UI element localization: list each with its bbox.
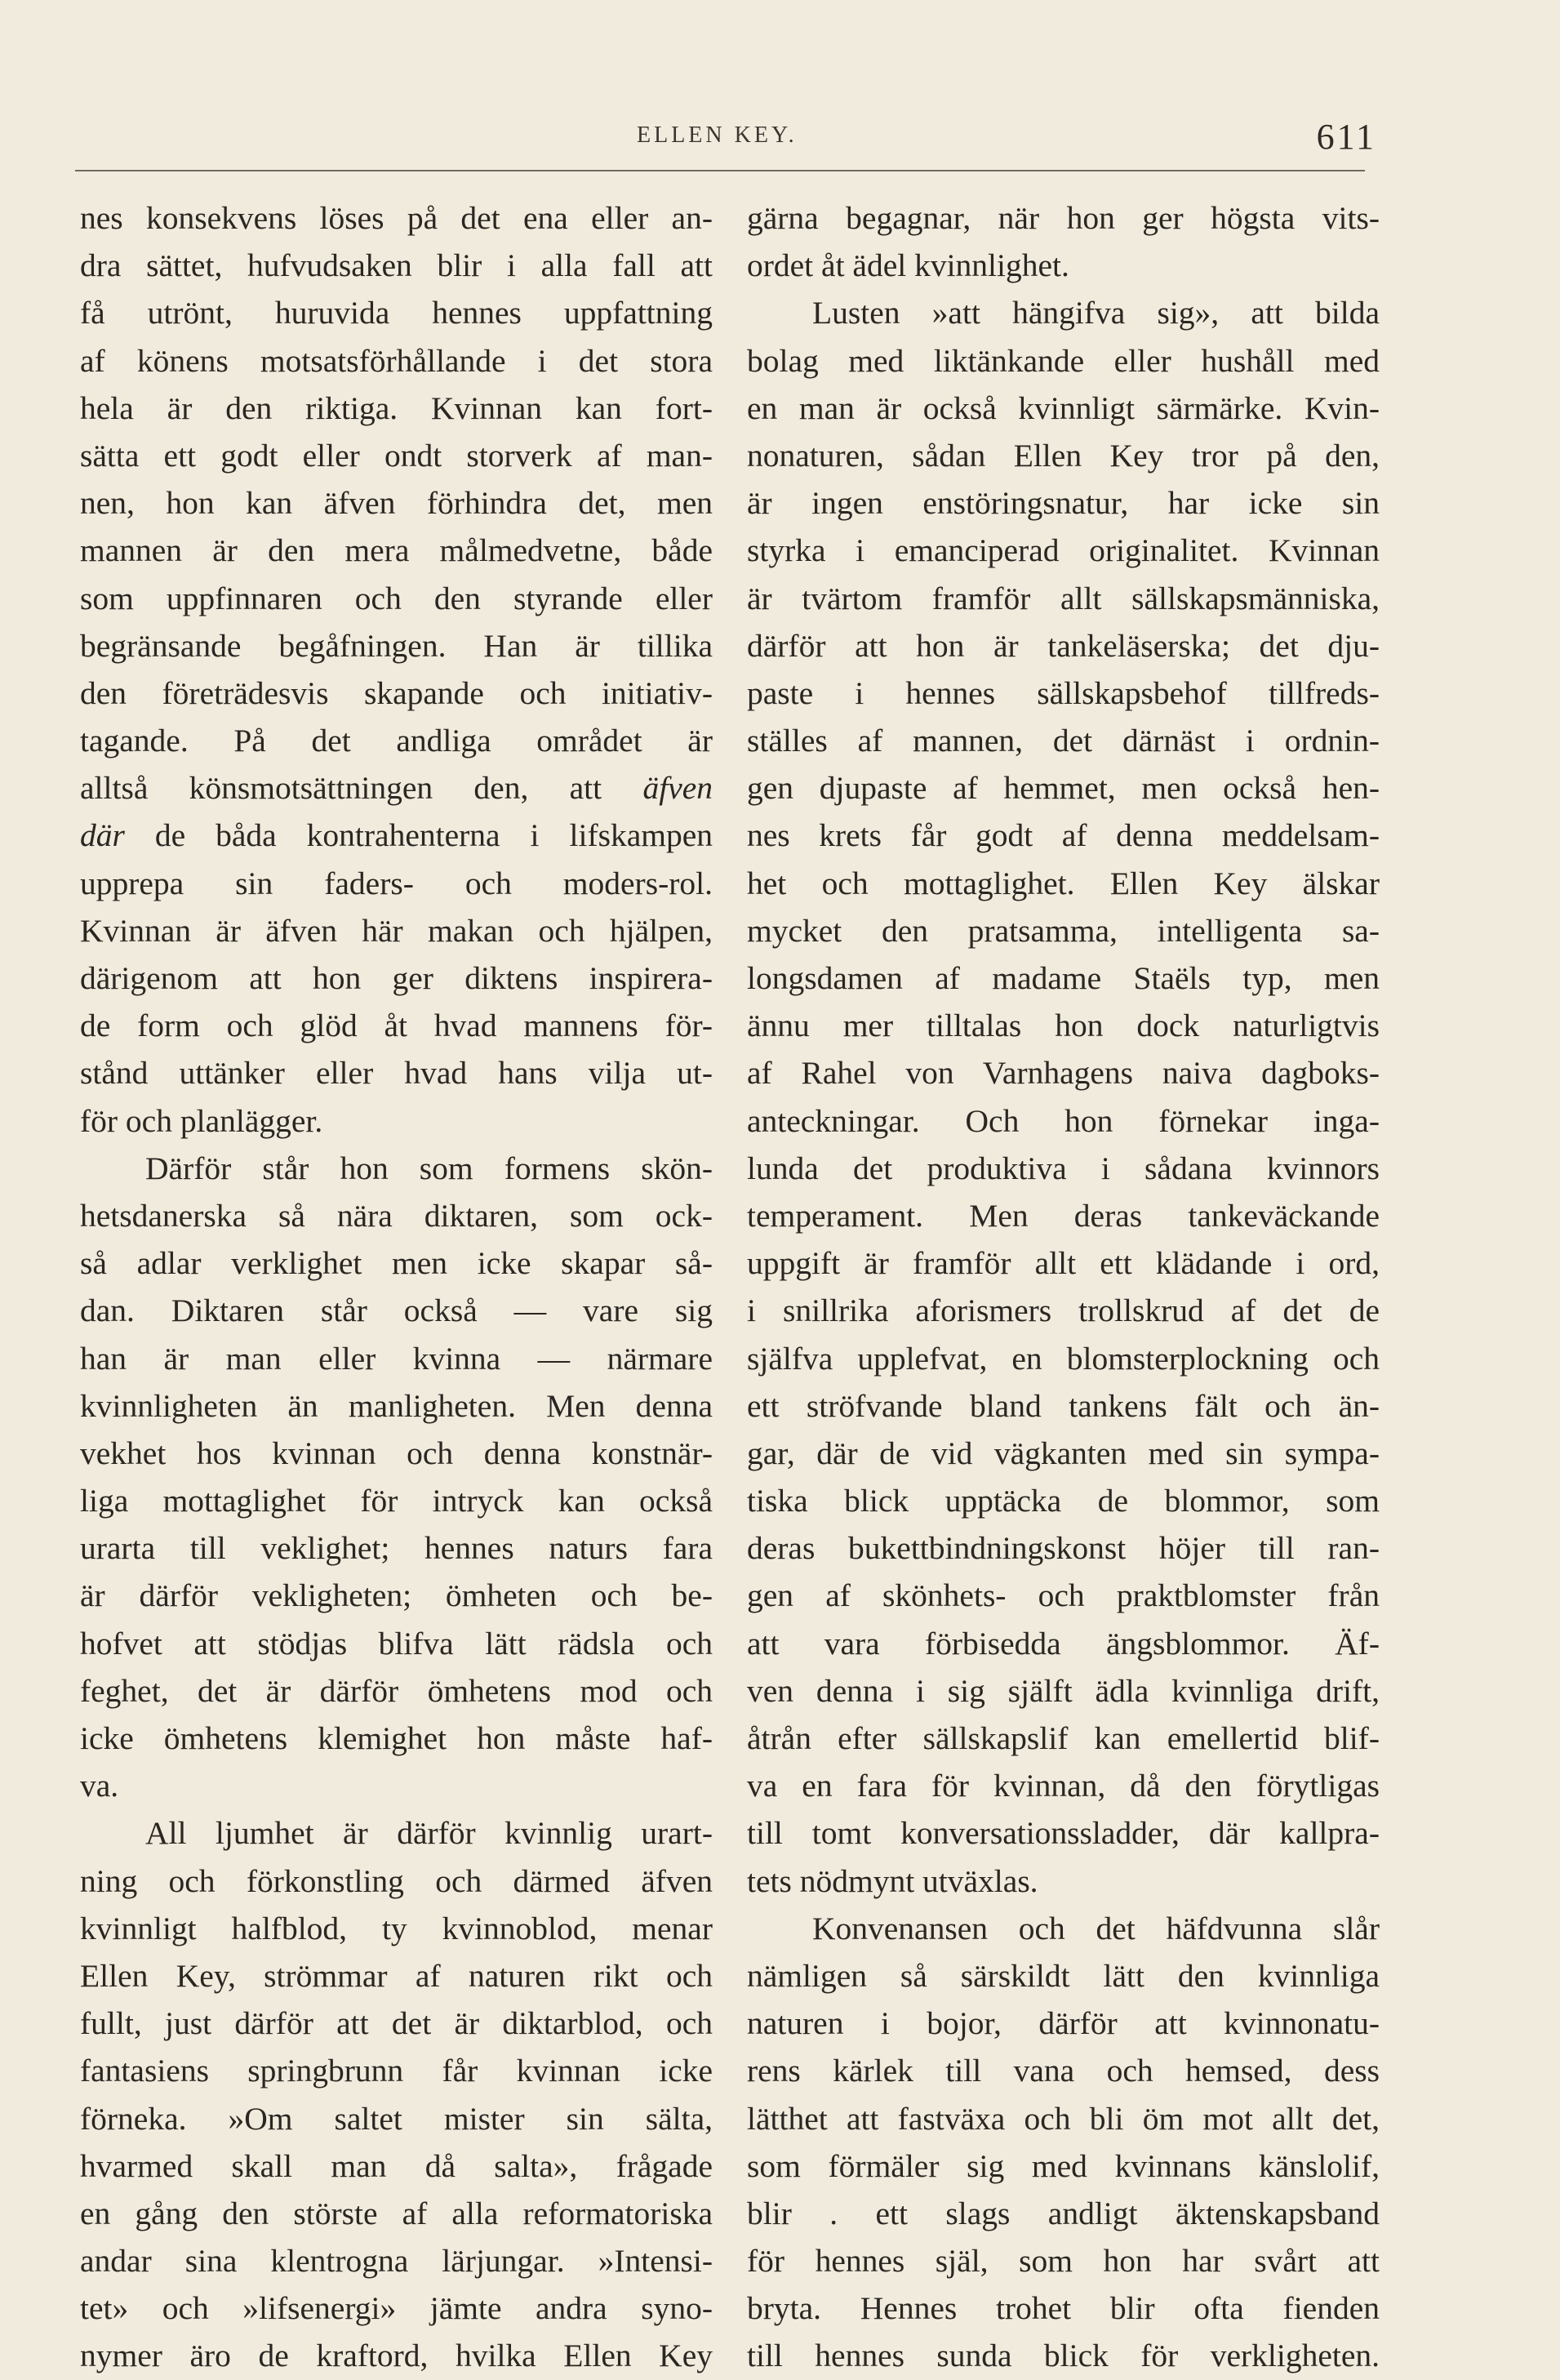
- text-line: mannen är den mera målmedvetne, både: [80, 532, 713, 569]
- text-line: va.: [80, 1768, 119, 1804]
- text-line: ett ströfvande bland tankens fält och än-: [747, 1387, 1380, 1424]
- text-line: den företrädesvis skapande och initiativ-: [80, 674, 713, 711]
- text-line: deras bukettbindningskonst höjer till ran-: [747, 1530, 1380, 1567]
- text-line: till tomt konversationssladder, där kallpra-: [747, 1815, 1380, 1852]
- text-line: gärna begagnar, när hon ger högsta vits-: [747, 200, 1380, 236]
- text-line: Kvinnan är äfven här makan och hjälpen,: [80, 912, 713, 949]
- text-line: bolag med liktänkande eller hushåll med: [747, 342, 1380, 379]
- text-line: för och planlägger.: [80, 1102, 323, 1139]
- text-line: Ellen Key, strömmar af naturen rikt och: [80, 1957, 713, 1994]
- text-line: för hennes själ, som hon har svårt att: [747, 2243, 1380, 2280]
- text-run: de båda kontrahenterna i lifskampen: [154, 817, 713, 854]
- text-line: så adlar verklighet men icke skapar så-: [80, 1245, 713, 1282]
- text-line: hela är den riktiga. Kvinnan kan fort-: [80, 389, 713, 426]
- text-line: hvarmed skall man då salta», frågade: [80, 2147, 713, 2184]
- text-line: ordet åt ädel kvinnlighet.: [747, 247, 1069, 284]
- text-line: bryta. Hennes trohet blir ofta fienden: [747, 2290, 1380, 2327]
- text-line: ställes af mannen, det därnäst i ordnin-: [747, 723, 1380, 759]
- text-line: en man är också kvinnligt särmärke. Kvin-: [747, 389, 1380, 426]
- text-line: en gång den störste af alla reformatoriska: [80, 2195, 713, 2231]
- text-line: af Rahel von Varnhagens naiva dagboks-: [747, 1055, 1380, 1092]
- text-line: nonaturen, sådan Ellen Key tror på den,: [747, 437, 1380, 474]
- text-line: blir . ett slags andligt äktenskapsband: [747, 2195, 1380, 2231]
- text-line: få utrönt, huruvida hennes uppfattning: [80, 295, 713, 331]
- text-line: All ljumhet är därför kvinnlig urart-: [145, 1815, 713, 1852]
- text-run: alltså könsmotsättningen den, att: [80, 770, 602, 807]
- header-rule: [75, 170, 1365, 171]
- text-line: själfva upplefvat, en blomsterplockning och: [747, 1340, 1380, 1377]
- italic-text: äfven: [642, 770, 713, 807]
- text-line-with-italic: [80, 764, 713, 812]
- text-line: urarta till veklighet; hennes naturs fara: [80, 1530, 713, 1567]
- text-line: uppgift är framför allt ett klädande i ord,: [747, 1245, 1380, 1282]
- left-column: [80, 194, 713, 2380]
- text-line: tets nödmynt utväxlas.: [747, 1862, 1038, 1899]
- text-line: nes krets får godt af denna meddelsam-: [747, 817, 1380, 854]
- text-line: het och mottaglighet. Ellen Key älskar: [747, 865, 1380, 901]
- text-line: naturen i bojor, därför att kvinnonatu-: [747, 2005, 1380, 2042]
- right-column: [747, 194, 1380, 2380]
- text-line: tet» och »lifsenergi» jämte andra syno-: [80, 2290, 713, 2327]
- text-line: sätta ett godt eller ondt storverk af man-: [80, 437, 713, 474]
- text-line: gen af skönhets- och praktblomster från: [747, 1577, 1380, 1614]
- text-line: begränsande begåfningen. Han är tillika: [80, 627, 713, 664]
- text-line: gen djupaste af hemmet, men också hen-: [747, 770, 1380, 807]
- text-line: icke ömhetens klemighet hon måste haf-: [80, 1720, 713, 1756]
- text-line: dan. Diktaren står också — vare sig: [80, 1292, 713, 1329]
- running-head: [0, 116, 1560, 165]
- text-line: är ingen enstöringsnatur, har icke sin: [747, 485, 1380, 522]
- text-line: kvinnligheten än manligheten. Men denna: [80, 1387, 713, 1424]
- text-line: nes konsekvens löses på det ena eller an-: [80, 200, 713, 236]
- text-line: tiska blick upptäcka de blommor, som: [747, 1483, 1380, 1519]
- running-title: ELLEN KEY.: [637, 122, 798, 148]
- text-line: temperament. Men deras tankeväckande: [747, 1197, 1380, 1234]
- text-line: i snillrika aforismers trollskrud af det de: [747, 1292, 1380, 1329]
- text-line: Konvenansen och det häfdvunna slår: [812, 1910, 1380, 1946]
- text-line-with-italic: [80, 812, 713, 859]
- text-line: vekhet hos kvinnan och denna konstnär-: [80, 1435, 713, 1471]
- text-line: ännu mer tilltalas hon dock naturligtvis: [747, 1008, 1380, 1044]
- text-line: till hennes sunda blick för verkligheten.: [747, 2338, 1380, 2374]
- text-line: hofvet att stödjas blifva lätt rädsla och: [80, 1625, 713, 1662]
- text-line: åtrån efter sällskapslif kan emellertid blif-: [747, 1720, 1380, 1756]
- text-line: som uppfinnaren och den styrande eller: [80, 580, 713, 616]
- text-line: är därför vekligheten; ömheten och be-: [80, 1577, 713, 1614]
- text-line: stånd uttänker eller hvad hans vilja ut-: [80, 1055, 713, 1092]
- text-line: fullt, just därför att det är diktarblod, och: [80, 2005, 713, 2042]
- text-line: förneka. »Om saltet mister sin sälta,: [80, 2100, 713, 2137]
- text-line: därför att hon är tankeläserska; det dju-: [747, 627, 1380, 664]
- text-line: nymer äro de kraftord, hvilka Ellen Key: [80, 2338, 713, 2374]
- text-line: va en fara för kvinnan, då den förytligas: [747, 1768, 1380, 1804]
- text-line: därigenom att hon ger diktens inspirera-: [80, 960, 713, 996]
- text-line: Därför står hon som formens skön-: [145, 1150, 713, 1186]
- text-line: att vara förbisedda ängsblommor. Äf-: [747, 1625, 1380, 1662]
- text-line: dra sättet, hufvudsaken blir i alla fall att: [80, 247, 713, 284]
- text-line: nämligen så särskildt lätt den kvinnliga: [747, 1957, 1380, 1994]
- text-line: paste i hennes sällskapsbehof tillfreds-: [747, 674, 1380, 711]
- text-line: som förmäler sig med kvinnans känslolif,: [747, 2147, 1380, 2184]
- text-line: han är man eller kvinna — närmare: [80, 1340, 713, 1377]
- text-line: lätthet att fastväxa och bli öm mot allt det,: [747, 2100, 1380, 2137]
- text-line: liga mottaglighet för intryck kan också: [80, 1483, 713, 1519]
- italic-text: där: [80, 817, 125, 854]
- text-line: fantasiens springbrunn får kvinnan icke: [80, 2053, 713, 2089]
- text-line: kvinnligt halfblod, ty kvinnoblod, menar: [80, 1910, 713, 1946]
- text-line: anteckningar. Och hon förnekar inga-: [747, 1102, 1380, 1139]
- text-line: de form och glöd åt hvad mannens för-: [80, 1008, 713, 1044]
- text-line: hetsdanerska så nära diktaren, som ock-: [80, 1197, 713, 1234]
- text-line: är tvärtom framför allt sällskapsmänniska,: [747, 580, 1380, 616]
- text-line: nen, hon kan äfven förhindra det, men: [80, 485, 713, 522]
- text-line: mycket den pratsamma, intelligenta sa-: [747, 912, 1380, 949]
- text-line: af könens motsatsförhållande i det stora: [80, 342, 713, 379]
- text-line: rens kärlek till vana och hemsed, dess: [747, 2053, 1380, 2089]
- text-line: ven denna i sig själft ädla kvinnliga drift,: [747, 1672, 1380, 1709]
- text-line: ning och förkonstling och därmed äfven: [80, 1862, 713, 1899]
- text-line: gar, där de vid vägkanten med sin sympa-: [747, 1435, 1380, 1471]
- text-line: feghet, det är därför ömhetens mod och: [80, 1672, 713, 1709]
- text-line: upprepa sin faders- och moders-rol.: [80, 865, 713, 901]
- text-line: Lusten »att hängifva sig», att bilda: [812, 295, 1380, 331]
- page-number: 611: [1316, 117, 1376, 157]
- text-line: longsdamen af madame Staëls typ, men: [747, 960, 1380, 996]
- text-line: styrka i emanciperad originalitet. Kvinnan: [747, 532, 1380, 569]
- text-line: andar sina klentrogna lärjungar. »Intensi-: [80, 2243, 713, 2280]
- text-line: tagande. På det andliga området är: [80, 723, 713, 759]
- text-line: lunda det produktiva i sådana kvinnors: [747, 1150, 1380, 1186]
